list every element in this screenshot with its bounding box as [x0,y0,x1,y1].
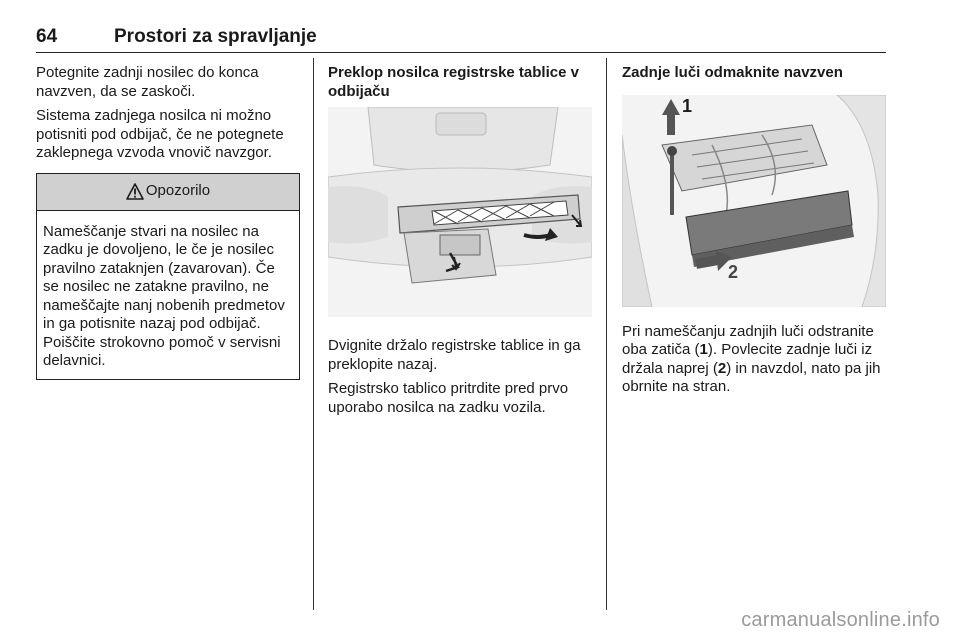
warning-header [37,174,299,211]
callout-1: 1 [682,95,693,116]
section-heading: Preklop nosilca registrske tablice v odbijaču [328,64,579,100]
paragraph: Pri nameščanju zadnjih luči odstranite oba zatiča (1). Povlecite zadnje luči iz držala naprej (2) in navzdol, nato pa jih obrnite na stran. [622,322,881,395]
callout-2: 2 [728,262,739,282]
rear-lights-illustration [622,95,886,307]
license-plate-holder-illustration [328,107,592,317]
warning-triangle-icon [126,183,144,200]
column-divider [313,58,314,610]
column-right [622,64,886,403]
section-heading: Zadnje luči odmaknite navzven [622,64,843,81]
warning-box [36,173,300,380]
page-header [36,26,886,53]
watermark: carmanualsonline.info [741,609,940,631]
column-left [36,64,300,380]
page-title: Prostori za spravljanje [114,26,317,47]
column-divider [606,58,607,610]
paragraph: Sistema zadnjega nosilca ni možno potisniti pod odbijač, če ne potegnete zaklepnega vzvoda vnovič navzgor. [36,107,284,161]
warning-text: Nameščanje stvari na nosilec na zadku je dovoljeno, le če je nosilec pravilno zataknjen (zavarovan). Če se nosilec ne zatakne pravilno, ne nameščajte nanj nobenih predmetov in ga potisnite nazaj pod odbijač. Poiščite strokovno pomoč v servisni delavnici. [43,222,285,369]
page-number: 64 [36,26,58,47]
column-middle [328,64,592,423]
paragraph: Dvignite držalo registrske tablice in ga preklopite nazaj. [328,337,581,373]
warning-title: Opozorilo [145,182,211,200]
paragraph: Potegnite zadnji nosilec do konca navzven, da se zaskoči. [36,64,259,100]
paragraph: Registrsko tablico pritrdite pred prvo uporabo nosilca na zadku vozila. [328,380,569,416]
